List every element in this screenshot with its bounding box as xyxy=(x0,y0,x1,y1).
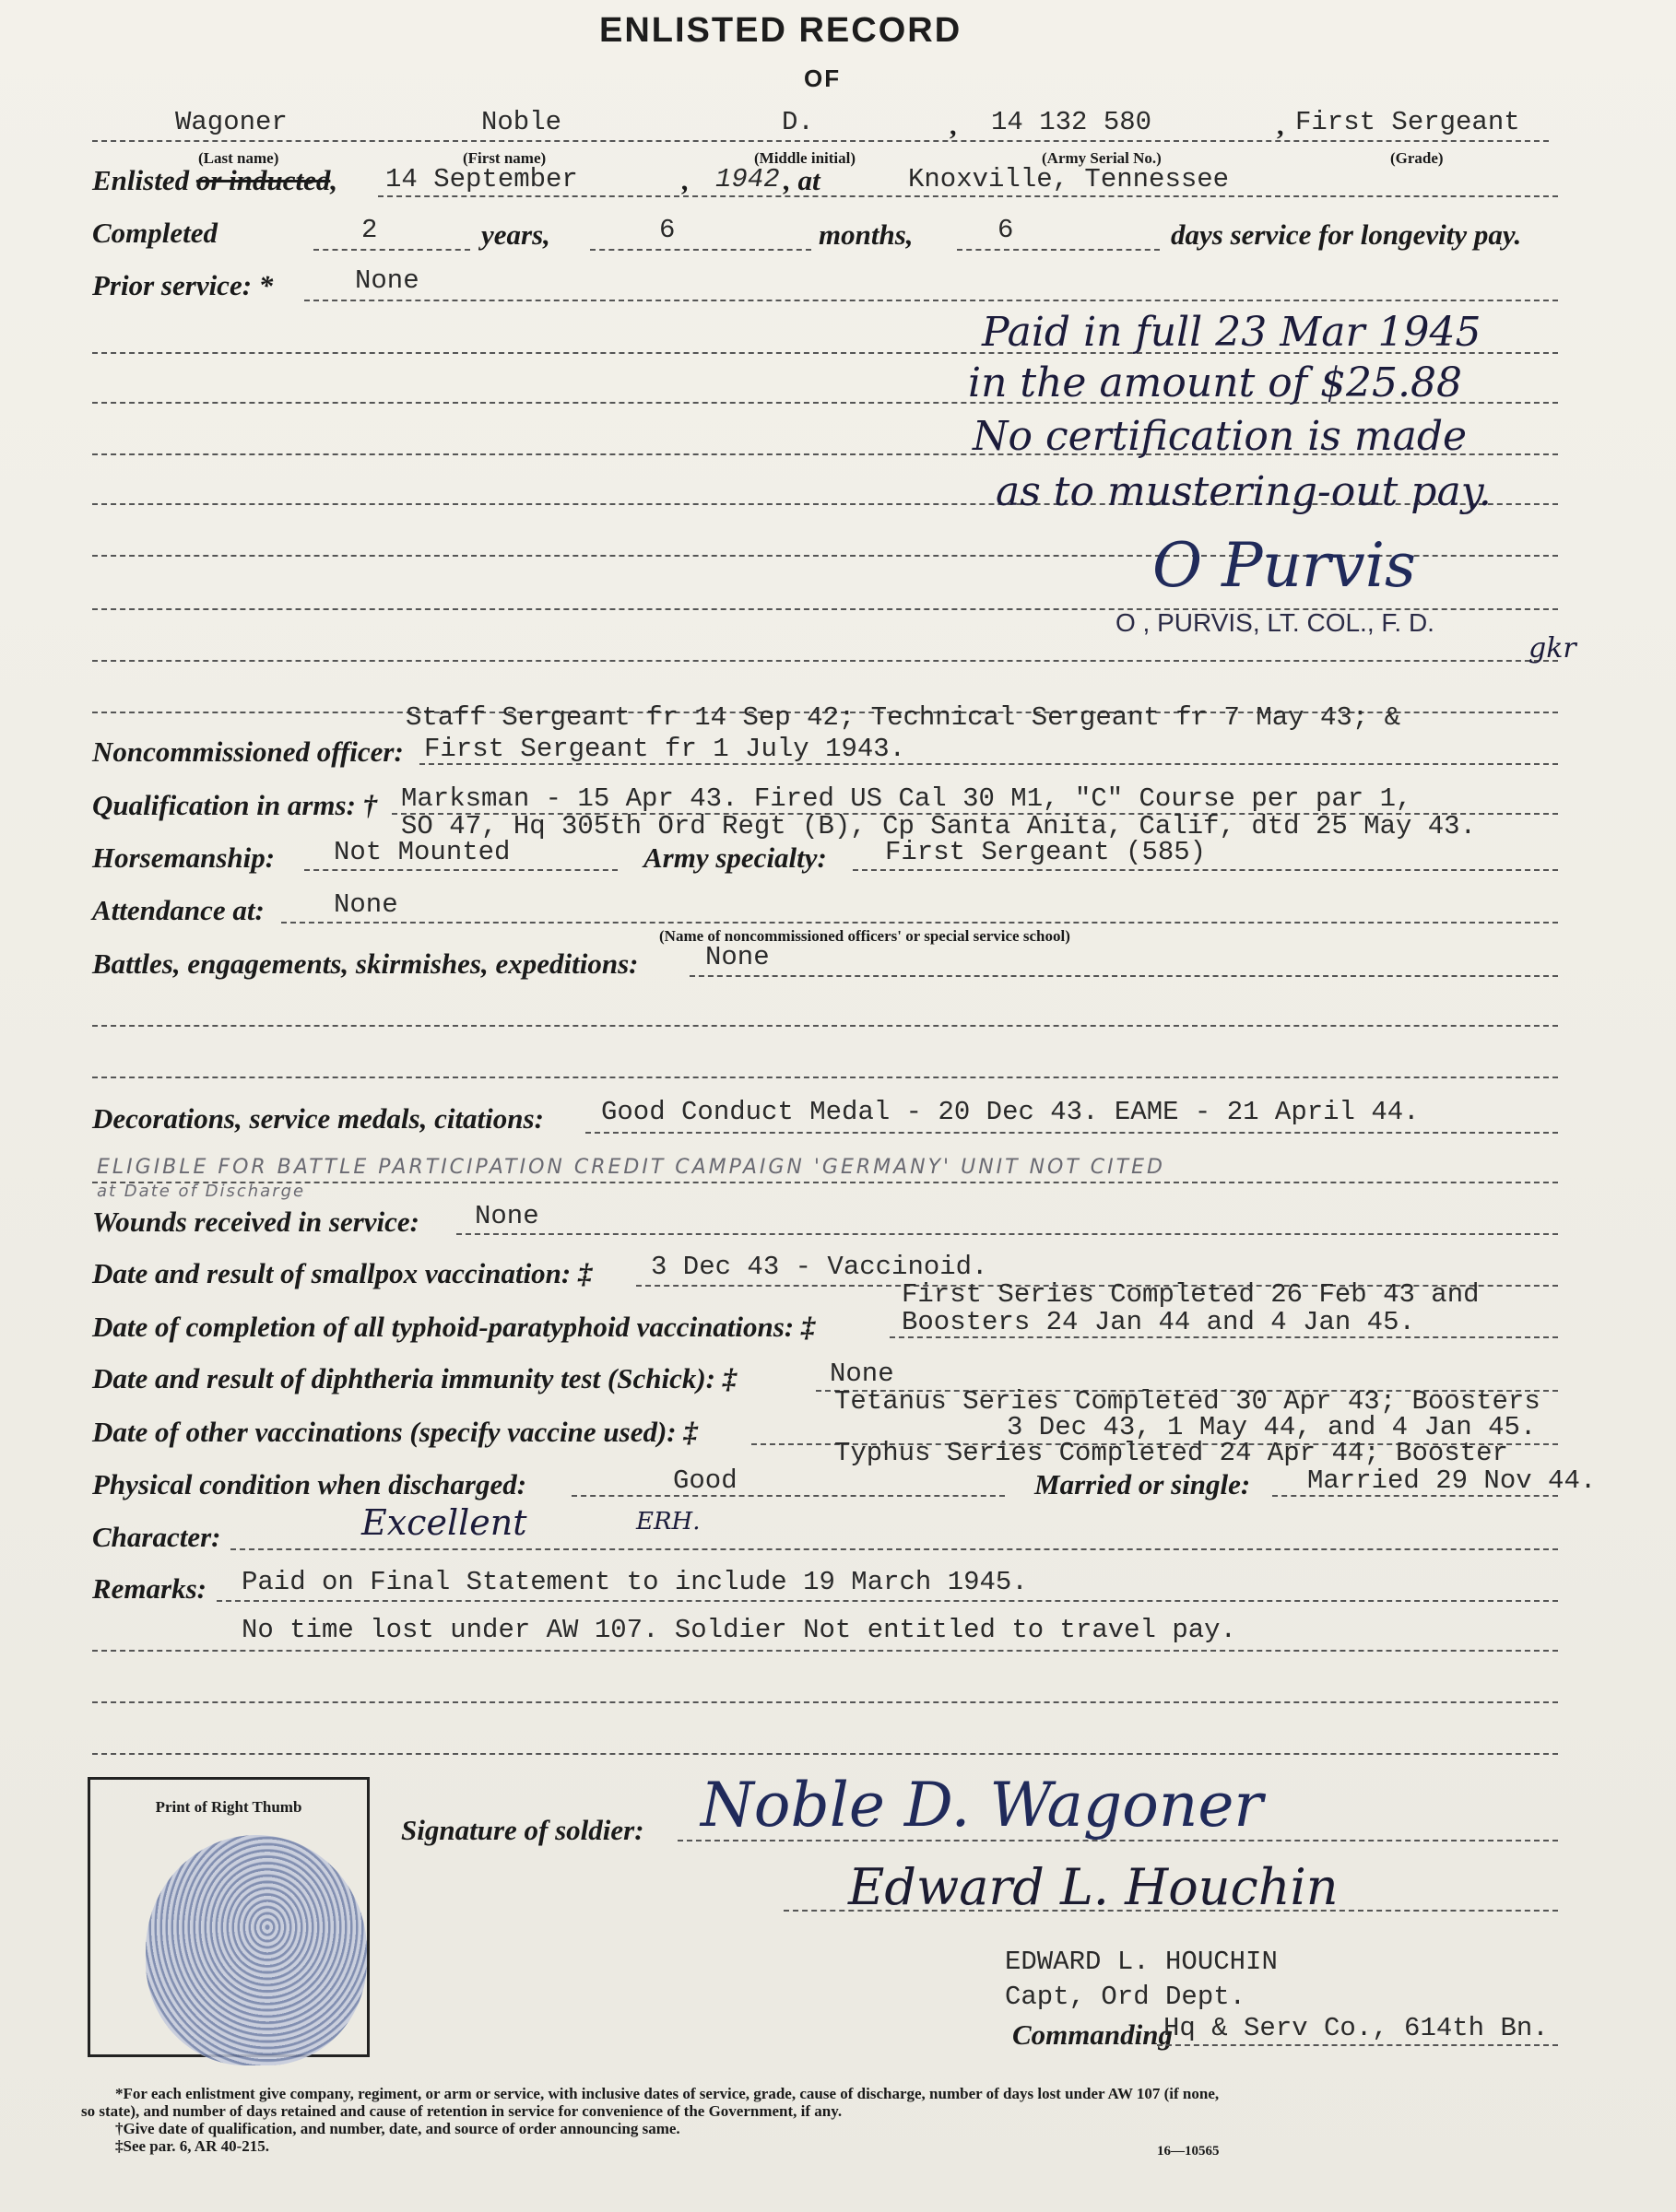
smallpox-label: Date and result of smallpox vaccination: ‡ xyxy=(92,1257,593,1289)
note-line-2: in the amount of $25.88 xyxy=(968,359,1462,406)
arms-line-1: Marksman - 15 Apr 43. Fired US Cal 30 M1, "C" Course per par 1, xyxy=(401,783,1412,814)
completed-label: Completed xyxy=(92,217,218,249)
attendance-value: None xyxy=(334,889,398,920)
document-of: OF xyxy=(804,65,842,92)
enlisted-label: Enlisted or inducted, xyxy=(92,164,338,196)
arms-label: Qualification in arms: † xyxy=(92,789,378,821)
prior-service-value: None xyxy=(355,265,419,296)
arms-line-2: SO 47, Hq 305th Ord Regt (B), Cp Santa Anita, Calif, dtd 25 May 43. xyxy=(401,811,1476,841)
footnote-3: †Give date of qualification, and number, date, and source of order announcing same. xyxy=(115,2120,680,2137)
document-title: ENLISTED RECORD xyxy=(599,11,962,50)
nco-label: Noncommissioned officer: xyxy=(92,735,404,768)
horsemanship-label: Horsemanship: xyxy=(92,841,276,874)
grade-value: First Sergeant xyxy=(1295,107,1520,137)
battles-label: Battles, engagements, skirmishes, expeditions: xyxy=(92,947,639,980)
smallpox-value: 3 Dec 43 - Vaccinoid. xyxy=(651,1252,988,1282)
remarks-line-2: No time lost under AW 107. Soldier Not entitled to travel pay. xyxy=(242,1615,1236,1645)
form-number: 16—10565 xyxy=(1157,2144,1220,2159)
typhoid-label: Date of completion of all typhoid-paratyphoid vaccinations: ‡ xyxy=(92,1311,816,1343)
thumbprint-box xyxy=(88,1777,370,2057)
other-vaccinations-label: Date of other vaccinations (specify vaccine used): ‡ xyxy=(92,1416,698,1448)
first-name-value: Noble xyxy=(481,107,562,137)
physical-value: Good xyxy=(673,1465,738,1496)
enlisted-place-value: Knoxville, Tennessee xyxy=(908,164,1230,194)
other-vacc-line-1: Tetanus Series Completed 30 Apr 43; Boosters xyxy=(834,1386,1540,1417)
attendance-caption: (Name of noncommissioned officers' or special service school) xyxy=(659,927,1070,945)
identity-line xyxy=(92,140,1549,142)
commanding-value: Hq & Serv Co., 614th Bn. xyxy=(1163,2013,1549,2043)
diphtheria-label: Date and result of diphtheria immunity test (Schick): ‡ xyxy=(92,1362,738,1394)
days-value: 6 xyxy=(997,215,1014,245)
officer-signature: Edward L. Houchin xyxy=(848,1858,1339,1916)
enlisted-year-value: 1942 xyxy=(715,164,780,194)
married-label: Married or single: xyxy=(1034,1468,1251,1500)
grade-caption: (Grade) xyxy=(1390,149,1444,167)
serial-caption: (Army Serial No.) xyxy=(1042,149,1162,167)
other-vacc-line-3: Typhus Series Completed 24 Apr 44; Booster xyxy=(834,1438,1508,1468)
physical-label: Physical condition when discharged: xyxy=(92,1468,527,1500)
diphtheria-value: None xyxy=(830,1359,894,1389)
middle-initial-caption: (Middle initial) xyxy=(754,149,856,167)
battles-value: None xyxy=(705,942,770,972)
battle-credit-stamp-date: at Date of Discharge xyxy=(97,1182,306,1201)
nco-line-2: First Sergeant fr 1 July 1943. xyxy=(424,734,906,764)
character-label: Character: xyxy=(92,1521,221,1553)
days-label: days service for longevity pay. xyxy=(1171,218,1522,251)
attendance-label: Attendance at: xyxy=(92,894,265,926)
months-label: months, xyxy=(819,218,914,251)
serial-number-value: 14 132 580 xyxy=(991,107,1152,137)
remarks-label: Remarks: xyxy=(92,1572,207,1605)
married-value: Married 29 Nov 44. xyxy=(1307,1465,1597,1496)
wounds-value: None xyxy=(475,1201,539,1231)
army-specialty-value: First Sergeant (585) xyxy=(885,837,1207,867)
army-specialty-label: Army specialty: xyxy=(643,841,827,874)
decorations-label: Decorations, service medals, citations: xyxy=(92,1102,544,1135)
signature-label: Signature of soldier: xyxy=(401,1814,644,1846)
battle-credit-stamp: ELIGIBLE FOR BATTLE PARTICIPATION CREDIT CAMPAIGN 'GERMANY' UNIT NOT CITED xyxy=(97,1156,1165,1179)
note-line-3: No certification is made xyxy=(973,413,1468,460)
typhoid-line-2: Boosters 24 Jan 44 and 4 Jan 45. xyxy=(902,1307,1415,1337)
remarks-line-1: Paid on Final Statement to include 19 March 1945. xyxy=(242,1567,1028,1597)
wounds-label: Wounds received in service: xyxy=(92,1206,419,1238)
soldier-signature: Noble D. Wagoner xyxy=(701,1770,1263,1841)
enlisted-at-label: , at xyxy=(784,164,820,196)
last-name-caption: (Last name) xyxy=(198,149,279,167)
footnote-4: ‡See par. 6, AR 40-215. xyxy=(115,2137,270,2155)
purvis-stamp: O , PURVIS, LT. COL., F. D. xyxy=(1115,608,1434,637)
character-initials: ERH. xyxy=(636,1508,701,1535)
officer-name: EDWARD L. HOUCHIN xyxy=(1005,1947,1278,1977)
years-label: years, xyxy=(481,218,550,251)
character-value: Excellent xyxy=(361,1502,527,1543)
nco-line-1: Staff Sergeant fr 14 Sep 42; Technical Sergeant fr 7 May 43; & xyxy=(406,702,1400,733)
struck-word: or inducted xyxy=(195,164,331,196)
middle-initial-value: D. xyxy=(782,107,814,137)
footnote-2: so state), and number of days retained and cause of retention in service for convenience of the Government, if any. xyxy=(81,2102,843,2120)
document-page: ENLISTED RECORD OF Wagoner Noble D. 14 132 580 First Sergeant , , (Last name) (First name) (Middle initial) (Army Serial No.) (Grade) Enlisted or inducted, 14 September , 1942 , at Knoxville, Tennessee Completed 2 years, 6 months, 6 days service for longevity pay. Prior service: * None Paid in full 23 Mar 1945 in the amount of $25.88 No certification is made as to mustering-out pay. O Purvis O , PURVIS, LT. COL., F. D. gkr Staff Sergeant fr 14 Sep 42; Technical Sergeant fr 7 May 43; & Noncommissioned officer: First Sergeant fr 1 July 1943. Qualification in arms: † Marksman - 15 Apr 43. Fired US Cal 30 M1, "C" Course per par 1, SO 47, Hq 305th Ord Regt (B), Cp Santa Anita, Calif, dtd 25 May 43. Horsemanship: Not Mounted Army specialty: First Sergeant (585) Attendance at: None (Name of noncommissioned officers' or special service school) Battles, engagements, skirmishes, expeditions: None Decorations, service medals, citations: Good Conduct Medal - 20 Dec 43. EAME - 21 April 44. ELIGIBLE FOR BATTLE PARTICIPATION CREDIT CAMPAIGN 'GERMANY' UNIT NOT CITED at Date of Discharge Wounds received in service: None Date and result of smallpox vaccination: ‡ 3 Dec 43 - Vaccinoid. First Series Completed 26 Feb 43 and Date of completion of all typhoid-paratyphoid vaccinations: ‡ Boosters 24 Jan 44 and 4 Jan 45. Date and result of diphtheria immunity test (Schick): ‡ None Tetanus Series Completed 30 Apr 43; Boosters Date of other vaccinations (specify vaccine used): ‡ 3 Dec 43, 1 May 44, and 4 Jan 45. Typhus Series Completed 24 Apr 44; Booster Physical condition when discharged: Good Married or single: Married 29 Nov 44. Character: Excellent ERH. Remarks: Paid on Final Statement to include 19 March 1945. No time lost under AW 107. Soldier Not entitled to travel pay. Print of Right Thumb Signature of soldier: Noble D. Wagoner Edward L. Houchin EDWARD L. HOUCHIN Capt, Ord Dept. Commanding Hq & Serv Co., 614th Bn. *For each enlistment give company, regiment, or arm or service, with inclusive dates of service, grade, cause of discharge, number of days lost under AW 107 (if none, so state), and number of days retained and cause of retention in service for convenience of the Government, if any. †Give date of qualification, and number, date, and source of order announcing same. ‡See par. 6, AR 40-215. 16—10565 xyxy=(0,0,1676,2212)
enlisted-date-value: 14 September xyxy=(385,164,578,194)
note-line-4: as to mustering-out pay. xyxy=(996,468,1492,515)
other-vacc-line-2: 3 Dec 43, 1 May 44, and 4 Jan 45. xyxy=(1007,1412,1537,1442)
prior-service-label: Prior service: * xyxy=(92,269,274,301)
horsemanship-value: Not Mounted xyxy=(334,837,511,867)
thumbprint-image xyxy=(146,1835,367,2065)
purvis-initials: gkr xyxy=(1528,632,1576,665)
commanding-label: Commanding xyxy=(1012,2018,1173,2051)
years-value: 2 xyxy=(361,215,378,245)
purvis-signature: O Purvis xyxy=(1152,530,1416,601)
note-line-1: Paid in full 23 Mar 1945 xyxy=(982,309,1481,356)
typhoid-line-1: First Series Completed 26 Feb 43 and xyxy=(902,1279,1480,1310)
months-value: 6 xyxy=(659,215,676,245)
last-name-value: Wagoner xyxy=(175,107,288,137)
first-name-caption: (First name) xyxy=(463,149,547,167)
footnote-1: *For each enlistment give company, regiment, or arm or service, with inclusive dates of service, grade, cause of discharge, number of days lost under AW 107 (if none, xyxy=(115,2085,1220,2102)
decorations-value: Good Conduct Medal - 20 Dec 43. EAME - 21 April 44. xyxy=(601,1097,1420,1127)
thumbprint-caption: Print of Right Thumb xyxy=(155,1798,302,1816)
officer-rank: Capt, Ord Dept. xyxy=(1005,1982,1246,2012)
